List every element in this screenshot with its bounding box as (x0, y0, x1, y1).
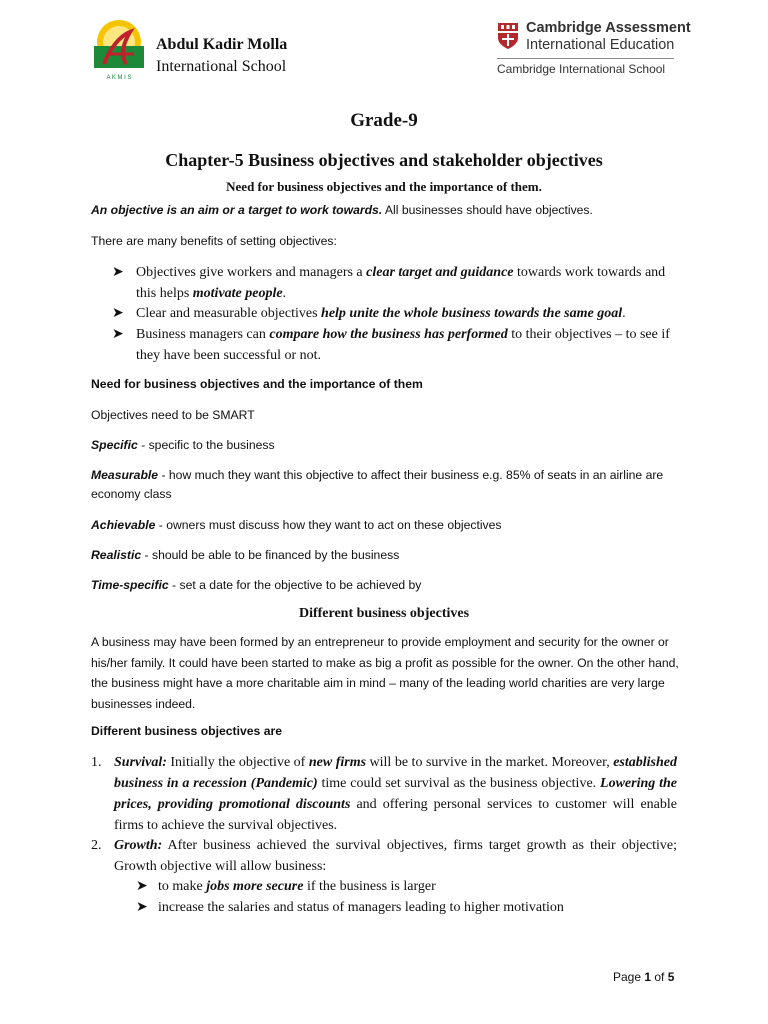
different-paragraph: A business may have been formed by an entrepreneur to provide employment and security for the owner or his/her family. It could have been started to make as big a profit as possible for the owner. On the other hand, the business might have a more charitable aim in mind – many of the leading world charities are very large businesses indeed. (91, 635, 679, 711)
school-header (90, 18, 350, 84)
arrow-bullet-icon: ➤ (112, 265, 124, 280)
list-item: ➤ increase the salaries and status of managers leading to higher motivation (136, 897, 676, 918)
smart-item-achievable: Achievable - owners must discuss how they want to act on these objectives (91, 518, 502, 532)
numbered-item-survival: 1. Survival: Initially the objective of new firms will be to survive in the market. Moreover, established business in a recession (Pandemic) time could set survival as the business objective. Lowering the prices, providing promotional discounts and offering personal services to customer will enable firms to achieve the survival objectives. (91, 755, 678, 833)
smart-item-measurable: Measurable - how much they want this objective to affect their business e.g. 85% of seats in an airline are economy class (91, 468, 664, 501)
school-name-line1: Abdul Kadir Molla (156, 36, 288, 53)
intro-paragraph (91, 201, 681, 220)
arrow-bullet-icon: ➤ (136, 900, 148, 915)
arrow-bullet-icon: ➤ (112, 306, 124, 321)
cambridge-line1: Cambridge Assessment (526, 20, 691, 36)
numbered-item-growth: 2. Growth: After business achieved the survival objectives, firms target growth as their objective; Growth objective will allow business: (91, 838, 677, 874)
school-name-line2: International School (156, 58, 287, 75)
chapter-title: Chapter-5 Business objectives and stakeholder objectives (165, 150, 603, 170)
different-subheading: Different business objectives are (91, 724, 283, 738)
intro-rest: All businesses should have objectives. (382, 203, 593, 217)
grade-title: Grade-9 (350, 110, 418, 131)
logo-caption: A K M I S (106, 75, 132, 81)
arrow-bullet-icon: ➤ (136, 879, 148, 894)
cambridge-line3: Cambridge International School (497, 62, 666, 76)
list-item: ➤ Business managers can compare how the business has performed to their objectives – to see if they have been successful or not. (112, 324, 684, 366)
smart-heading: Need for business objectives and the importance of them (91, 377, 423, 391)
list-item: ➤ to make jobs more secure if the business is larger (136, 876, 676, 897)
page-number: Page 1 of 5 (613, 970, 675, 984)
intro-definition: An objective is an aim or a target to work towards. (91, 203, 383, 217)
cambridge-crest-icon (497, 22, 519, 50)
smart-item-realistic: Realistic - should be able to be financed by the business (91, 548, 400, 562)
school-name (156, 34, 287, 78)
arrow-bullet-icon: ➤ (112, 327, 124, 342)
different-heading: Different business objectives (298, 606, 470, 621)
school-logo-icon (90, 18, 148, 82)
cambridge-header (497, 20, 697, 80)
section-subtitle: Need for business objectives and the importance of them. (226, 179, 542, 194)
benefits-intro: There are many benefits of setting objectives: (91, 234, 337, 248)
list-item: ➤ Objectives give workers and managers a clear target and guidance towards work towards and this helps motivate people. (112, 262, 684, 304)
smart-item-time-specific: Time-specific - set a date for the objective to be achieved by (91, 578, 422, 592)
cambridge-line2: International Education (526, 37, 675, 53)
cambridge-divider (497, 58, 674, 59)
list-item: ➤ Clear and measurable objectives help unite the whole business towards the same goal. (112, 303, 684, 324)
smart-item-specific: Specific - specific to the business (91, 438, 275, 452)
smart-intro: Objectives need to be SMART (91, 408, 255, 422)
